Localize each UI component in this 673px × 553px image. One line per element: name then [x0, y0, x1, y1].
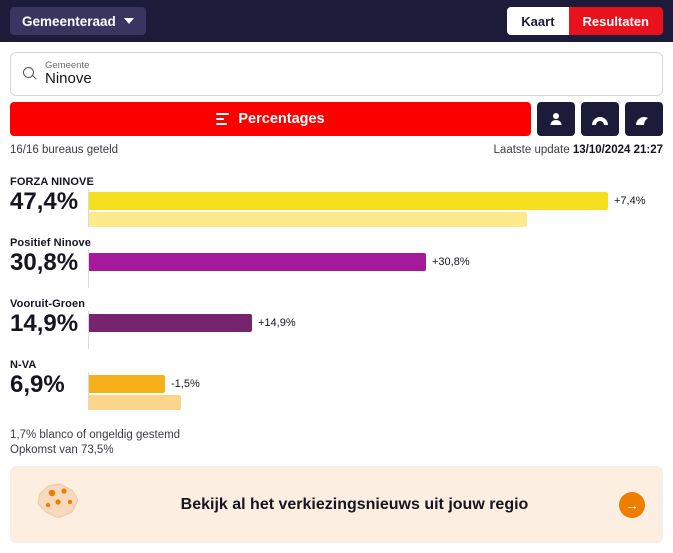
current-bar [89, 253, 426, 271]
arrow-right-icon[interactable]: → [619, 492, 645, 518]
belgium-map-icon [28, 478, 90, 531]
footnotes [10, 428, 663, 458]
percentages-button[interactable] [10, 102, 531, 136]
current-bar-row [89, 314, 663, 332]
search-fields [45, 61, 92, 87]
party-bars [88, 311, 663, 349]
view-toggle [507, 7, 663, 35]
current-bar [89, 314, 252, 332]
last-update-label: Laatste update [493, 144, 573, 156]
control-row [10, 102, 663, 136]
previous-bar [89, 212, 527, 227]
tab-results[interactable]: Resultaten [569, 7, 663, 35]
half-circle-icon [635, 112, 653, 126]
last-update [494, 144, 663, 156]
previous-bar [89, 395, 181, 410]
current-bar [89, 375, 165, 393]
scope-selector[interactable] [10, 7, 146, 35]
turnout-note: Opkomst van 73,5% [10, 444, 114, 456]
current-bar-row [89, 253, 663, 271]
party-bars [88, 372, 663, 410]
scope-label: Gemeenteraad [22, 13, 116, 29]
results-list [10, 176, 663, 420]
bars-icon [216, 113, 229, 126]
person-icon-button[interactable] [537, 102, 575, 136]
current-bar-row [89, 192, 663, 210]
party-percentage: 14,9% [10, 310, 79, 337]
seats-icon-button[interactable] [581, 102, 619, 136]
party-percentage: 47,4% [10, 188, 79, 215]
party-delta: +30,8% [432, 256, 470, 268]
party-row[interactable] [10, 176, 663, 237]
party-body [10, 189, 663, 227]
party-body [10, 250, 663, 288]
chevron-down-icon [124, 18, 134, 24]
last-update-value: 13/10/2024 21:27 [572, 144, 663, 156]
party-body [10, 372, 663, 410]
party-name: Vooruit-Groen [10, 298, 86, 310]
percentages-label: Percentages [238, 111, 325, 127]
half-circle-icon-button[interactable] [625, 102, 663, 136]
party-percentage: 30,8% [10, 249, 79, 276]
current-bar-row [89, 375, 663, 393]
top-bar [0, 0, 673, 42]
seats-icon [591, 112, 609, 126]
current-bar [89, 192, 608, 210]
party-row[interactable] [10, 237, 663, 298]
search-label: Gemeente [45, 60, 90, 72]
tab-map[interactable]: Kaart [507, 7, 568, 35]
party-row[interactable] [10, 298, 663, 359]
meta-row [10, 144, 663, 156]
party-delta: -1,5% [171, 378, 200, 390]
party-delta: +7,4% [614, 195, 646, 207]
bureaus-counted: 16/16 bureaus geteld [10, 144, 119, 156]
search-icon [21, 65, 39, 83]
banner-text: Bekijk al het verkiezingsnieuws uit jouw regio [180, 495, 529, 513]
party-bars [88, 189, 663, 227]
party-row[interactable] [10, 359, 663, 420]
person-icon [548, 111, 564, 127]
blank-votes-note: 1,7% blanco of ongeldig gestemd [10, 429, 181, 441]
party-name: Positief Ninove [10, 237, 91, 249]
party-percentage: 6,9% [10, 371, 65, 398]
municipality-search[interactable] [10, 52, 663, 96]
party-name: N-VA [10, 359, 37, 371]
regional-news-banner[interactable] [10, 466, 663, 543]
party-bars [88, 250, 663, 288]
search-input[interactable]: Ninove [45, 70, 92, 88]
party-body [10, 311, 663, 349]
party-delta: +14,9% [258, 317, 296, 329]
party-name: FORZA NINOVE [10, 176, 94, 188]
